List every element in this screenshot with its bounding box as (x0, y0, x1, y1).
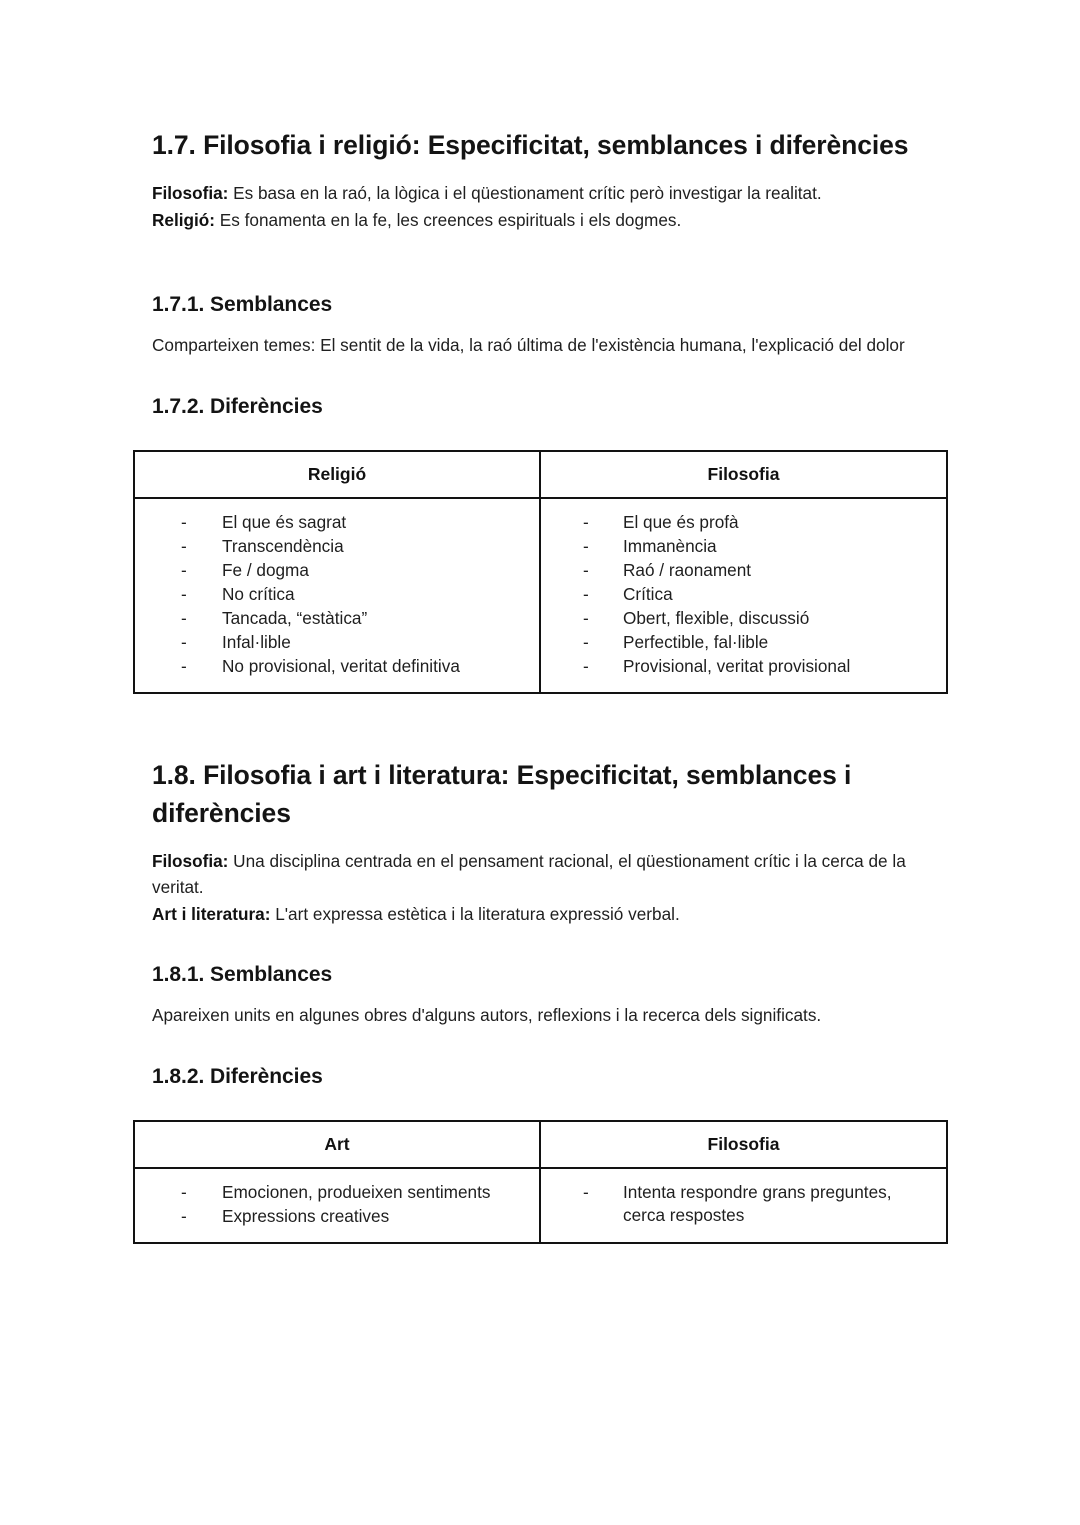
table-cell-filosofia-items-2 (540, 1168, 947, 1243)
list-item-label: No crítica (222, 583, 295, 604)
table-column-header-filosofia: Filosofia (540, 451, 947, 498)
dash-marker-icon: - (181, 631, 187, 652)
list-item (551, 607, 936, 631)
list-item (145, 511, 529, 535)
dash-marker-icon: - (583, 1181, 589, 1202)
list-item (145, 607, 529, 631)
dash-marker-icon: - (181, 559, 187, 580)
intro-text-filosofia-2: Una disciplina centrada en el pensament racional, el qüestionament crític i la cerca de la veritat. (152, 850, 906, 897)
religio-item-list (145, 511, 529, 679)
table-column-header-filosofia-2: Filosofia (540, 1121, 947, 1168)
section-heading-1-7: 1.7. Filosofia i religió: Especificitat, semblances i diferències (152, 130, 909, 160)
table-column-header-religio: Religió (134, 451, 540, 498)
dash-marker-icon: - (583, 559, 589, 580)
list-item (551, 1181, 936, 1228)
list-item-label: Crítica (623, 583, 673, 604)
list-item-label: Obert, flexible, discussió (623, 607, 810, 628)
dash-marker-icon: - (583, 607, 589, 628)
dash-marker-icon: - (181, 1205, 187, 1226)
table-header-row (134, 1121, 947, 1168)
table-header-row (134, 451, 947, 498)
list-item-label: Expressions creatives (222, 1205, 390, 1226)
list-item-label: Emocionen, produeixen sentiments (222, 1181, 491, 1202)
intro-text-religio: Es fonamenta en la fe, les creences espirituals i els dogmes. (215, 209, 682, 230)
subsection-heading-1-7-1: 1.7.1. Semblances (152, 293, 333, 316)
dash-marker-icon: - (181, 1181, 187, 1202)
subsection-heading-1-7-2: 1.7.2. Diferències (152, 394, 323, 418)
list-item-label: El que és profà (623, 511, 739, 532)
document-content (152, 126, 952, 1244)
comparison-table-art-filosofia (133, 1120, 948, 1244)
list-item (145, 535, 529, 559)
intro-lead-religio: Religió: (152, 209, 216, 230)
list-item-label: No provisional, veritat definitiva (222, 655, 460, 676)
list-item (551, 511, 936, 535)
list-item (145, 1181, 529, 1205)
dash-marker-icon: - (181, 535, 187, 556)
list-item-label: Transcendència (222, 535, 344, 556)
dash-marker-icon: - (583, 535, 589, 556)
dash-marker-icon: - (181, 607, 187, 628)
list-item (551, 535, 936, 559)
subsection-heading-1-8-1: 1.8.1. Semblances (152, 963, 333, 986)
list-item (145, 583, 529, 607)
table-column-header-art: Art (134, 1121, 540, 1168)
list-item (551, 655, 936, 679)
list-item (551, 559, 936, 583)
table-row (134, 498, 947, 693)
intro-lead-filosofia: Filosofia: (152, 183, 229, 203)
intro-text-art-literatura: L'art expressa estètica i la literatura expressió verbal. (270, 903, 680, 924)
list-item-label: El que és sagrat (222, 511, 347, 532)
table-cell-filosofia-items (540, 498, 947, 693)
table-cell-art-items (134, 1168, 540, 1243)
list-item-label: Infal·lible (222, 631, 291, 652)
comparison-table-religio-filosofia (133, 450, 948, 694)
list-item (145, 631, 529, 655)
list-item-label: Raó / raonament (623, 559, 752, 580)
dash-marker-icon: - (181, 655, 187, 676)
list-item (145, 655, 529, 679)
list-item-label: Tancada, “estàtica” (222, 607, 368, 628)
section-1-8-intro (152, 848, 952, 928)
intro-text-filosofia: Es basa en la raó, la lògica i el qüestionament crític però investigar la realitat. (228, 183, 822, 203)
section-1-7-intro (152, 180, 952, 233)
subsection-1-8-1-text: Apareixen units en algunes obres d'alguns autors, reflexions i la recerca dels significats. (152, 1005, 822, 1025)
subsection-heading-1-8-2: 1.8.2. Diferències (152, 1064, 323, 1088)
filosofia-item-list-2 (551, 1181, 936, 1228)
dash-marker-icon: - (583, 655, 589, 676)
list-item (145, 1205, 529, 1229)
table-cell-religio-items (134, 498, 540, 693)
section-heading-1-8: 1.8. Filosofia i art i literatura: Especificitat, semblances i diferències (152, 759, 852, 828)
list-item-label: Perfectible, fal·lible (623, 631, 769, 652)
list-item-label: Provisional, veritat provisional (623, 655, 851, 676)
intro-lead-art-literatura: Art i literatura: (152, 903, 271, 924)
dash-marker-icon: - (181, 583, 187, 604)
list-item-label: Intenta respondre grans preguntes, cerca respostes (623, 1181, 892, 1225)
subsection-1-7-1-text: Comparteixen temes: El sentit de la vida, la raó última de l'existència humana, l'explicació del dolor (152, 335, 905, 355)
list-item (551, 631, 936, 655)
intro-lead-filosofia-2: Filosofia: (152, 850, 229, 871)
dash-marker-icon: - (583, 631, 589, 652)
list-item (551, 583, 936, 607)
list-item-label: Immanència (623, 535, 717, 556)
art-item-list (145, 1181, 529, 1229)
filosofia-item-list (551, 511, 936, 679)
dash-marker-icon: - (181, 511, 187, 532)
dash-marker-icon: - (583, 583, 589, 604)
dash-marker-icon: - (583, 511, 589, 532)
list-item-label: Fe / dogma (222, 559, 309, 580)
list-item (145, 559, 529, 583)
table-row (134, 1168, 947, 1243)
